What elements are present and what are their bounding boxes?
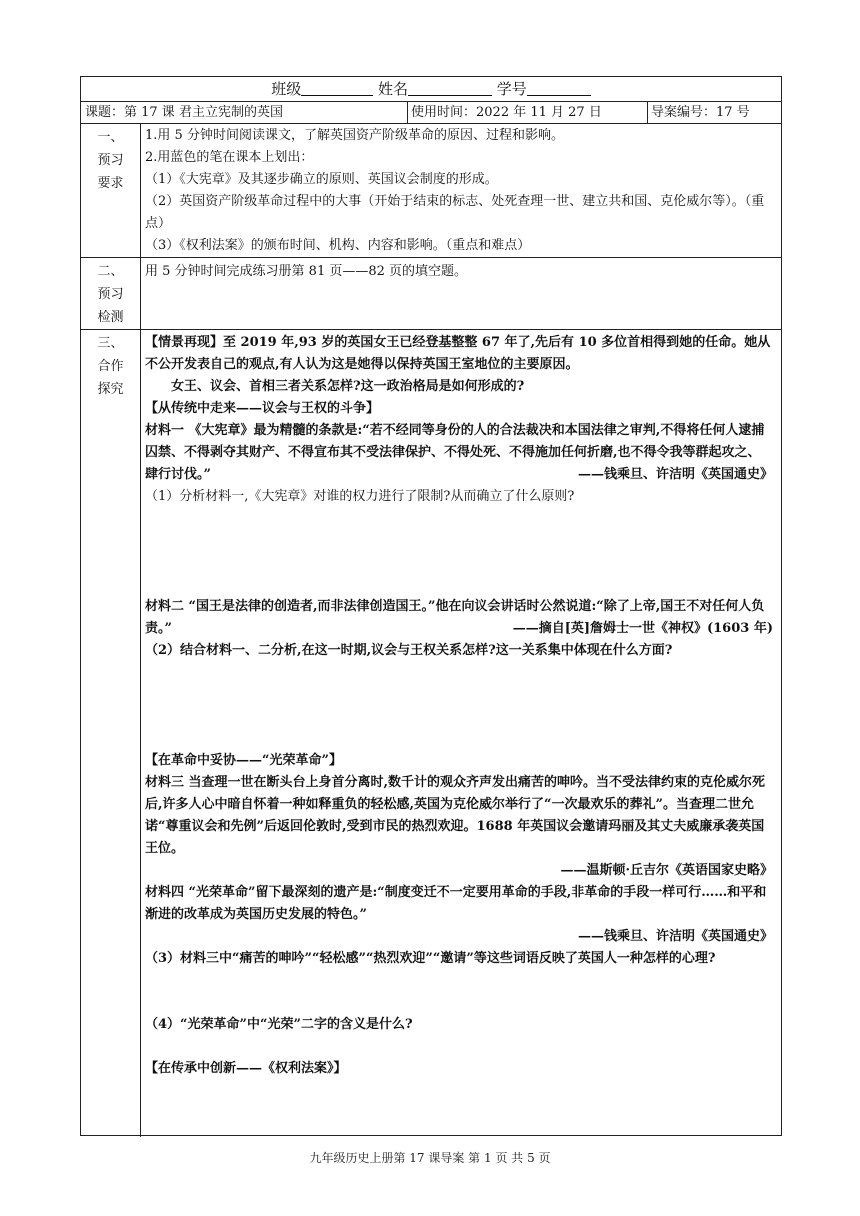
code-cell: 导案编号：17 号 bbox=[651, 105, 750, 120]
page-footer: 九年级历史上册第 17 课导案 第 1 页 共 5 页 bbox=[309, 1151, 551, 1165]
lesson-plan-table bbox=[80, 76, 782, 1136]
material-2: 材料二 “国王是法律的创造者,而非法律创造国王。”他在向议会讲话时公然说道:“除了上帝,国王不对任何人负责。” bbox=[145, 599, 765, 636]
scenario-question: 女王、议会、首相三者关系怎样?这一政治格局是如何形成的? bbox=[171, 379, 525, 394]
student-info-row bbox=[81, 77, 781, 102]
section-label: 一、 预习 要求 bbox=[97, 130, 124, 191]
answer-space-1[interactable] bbox=[145, 508, 773, 596]
section-content: 1.用 5 分钟时间阅读课文，了解英国资产阶级革命的原因、过程和影响。 2.用蓝色的笔在课本上划出： （1）《大宪章》及其逐步确立的原则、英国议会制度的形成。 （2）英国资产阶级革命过程中的大事（开始于结束的标志、处死查理一世、建立共和国、克伦威尔等）。（重点） （3）《权利法案》的颁布时间、机构、内容和影响。（重点和难点） bbox=[145, 128, 765, 253]
topic-cell: 课题：第 17 课 君主立宪制的英国 bbox=[85, 105, 283, 120]
meta-row bbox=[81, 102, 781, 124]
answer-space-3[interactable] bbox=[145, 970, 773, 1014]
heading-revolution: 【在革命中妥协——“光荣革命”】 bbox=[145, 753, 342, 768]
material-2-source: ——摘自[英]詹姆士一世《神权》(1603 年) bbox=[512, 621, 773, 636]
material-1-source: ——钱乘旦、许洁明《英国通史》 bbox=[577, 467, 773, 482]
answer-space-2[interactable] bbox=[145, 662, 773, 750]
section-cooperative-inquiry bbox=[81, 330, 781, 1137]
section-label: 三、 合作 探究 bbox=[97, 336, 124, 397]
material-4: 材料四 “光荣革命”留下最深刻的遗产是:“制度变迁不一定要用革命的手段,非革命的手段一样可行……和平和渐进的改革成为英国历史发展的特色。” bbox=[145, 885, 767, 922]
name-blank bbox=[408, 79, 492, 96]
heading-tradition: 【从传统中走来——议会与王权的斗争】 bbox=[145, 401, 380, 416]
section-content: 用 5 分钟时间完成练习册第 81 页——82 页的填空题。 bbox=[145, 264, 468, 279]
scenario-text: 【情景再现】至 2019 年,93 岁的英国女王已经登基整整 67 年了,先后有 10 多位首相得到她的任命。她从不公开发表自己的观点,有人认为这是她得以保持英国王室地位的主要原因。 bbox=[145, 335, 771, 372]
question-4: （4）“光荣革命”中“光荣”二字的含义是什么? bbox=[145, 1017, 413, 1032]
id-blank bbox=[527, 79, 591, 96]
section-preview-check bbox=[81, 258, 781, 330]
material-3: 材料三 当查理一世在断头台上身首分离时,数千计的观众齐声发出痛苦的呻吟。当不受法律约束的克伦威尔死后,许多人心中暗自怀着一种如释重负的轻松感,英国为克伦威尔举行了“一次最欢乐的葬礼”。当查理二世允诺“尊重议会和先例”后返回伦敦时,受到市民的热烈欢迎。1688 年英国议会邀请玛丽及其丈夫威廉承袭英国王位。 bbox=[145, 775, 766, 856]
section-preview-requirements bbox=[81, 124, 781, 258]
question-3: （3）材料三中“痛苦的呻吟”“轻松感”“热烈欢迎”“邀请”等这些词语反映了英国人一种怎样的心理? bbox=[145, 951, 716, 966]
material-3-source: ——温斯顿·丘吉尔《英语国家史略》 bbox=[560, 863, 773, 878]
material-1: 材料一 《大宪章》最为精髓的条款是:“若不经同等身份的人的合法裁决和本国法律之审判,不得将任何人逮捕囚禁、不得剥夺其财产、不得宣布其不受法律保护、不得处死、不得施加任何折磨,也不得令我等群起攻之、肆行讨伐。” bbox=[145, 423, 765, 482]
heading-innovation: 【在传承中创新——《权利法案》】 bbox=[145, 1061, 347, 1076]
section-label: 二、 预习 检测 bbox=[97, 264, 124, 325]
class-blank bbox=[301, 79, 373, 96]
material-4-source: ——钱乘旦、许洁明《英国通史》 bbox=[577, 929, 773, 944]
question-2: （2）结合材料一、二分析,在这一时期,议会与王权关系怎样?这一关系集中体现在什么方面? bbox=[145, 643, 673, 658]
time-cell: 使用时间：2022 年 11 月 27 日 bbox=[411, 105, 602, 120]
name-label: 姓名 bbox=[377, 80, 408, 98]
id-label: 学号 bbox=[496, 80, 527, 98]
section-content bbox=[145, 332, 773, 1080]
answer-space-4[interactable] bbox=[145, 1036, 773, 1058]
question-1: （1）分析材料一,《大宪章》对谁的权力进行了限制?从而确立了什么原则? bbox=[145, 489, 575, 504]
class-label: 班级 bbox=[271, 80, 302, 98]
